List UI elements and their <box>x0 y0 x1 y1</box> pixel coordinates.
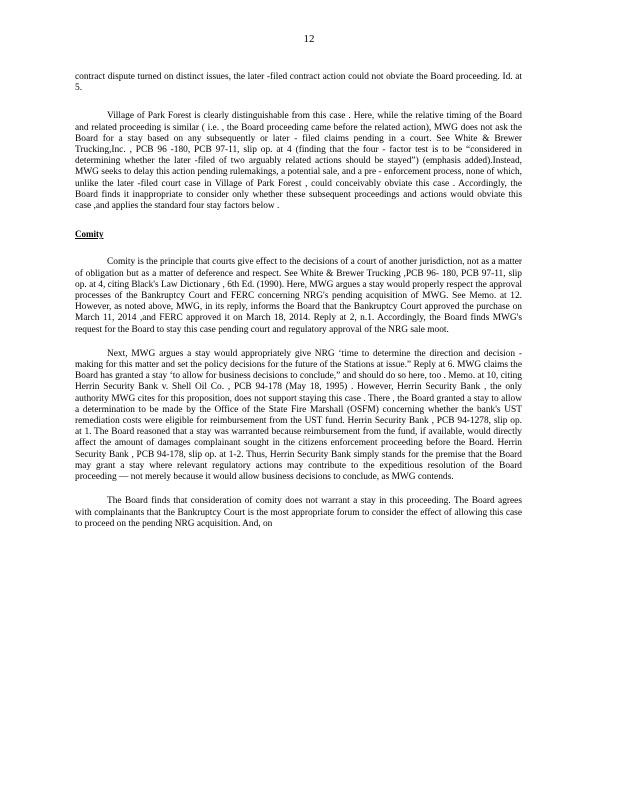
document-body <box>75 72 522 530</box>
section-heading-comity: Comity <box>75 229 104 240</box>
paragraph-herrin-security: Next, MWG argues a stay would appropriately give NRG ‘time to determine the direction and decision -making for this matter and set the policy decisions for the future of the Stations at issue.” Reply at 6. MWG claims the Board has granted a stay ‘to allow for business decisions to conclude,” and should do so here, too . Memo. at 10, citing Herrin Security Bank v. Shell Oil Co. , PCB 94-178 (May 18, 1995) . However, Herrin Security Bank , the only authority MWG cites for this proposition, does not support staying this case . There , the Board granted a stay to allow a determination to be made by the Office of the State Fire Marshall (OSFM) concerning whether the bank's UST remediation costs were eligible for reimbursement from the UST fund. Herrin Security Bank , PCB 94-1278, slip op. at 1. The Board reasoned that a stay was warranted because reimbursement from the fund, if available, would directly affect the amount of damages complainant sought in the citizens enforcement proceeding before the Board. Herrin Security Bank , PCB 94-178, slip op. at 1-2. Thus, Herrin Security Bank simply stands for the premise that the Board may grant a stay where relevant regulatory actions may contribute to the expeditious resolution of the Board proceeding — not merely because it would allow business decisions to conclude, as MWG contends. <box>75 348 522 483</box>
page-number: 12 <box>303 33 315 45</box>
paragraph-comity-principle: Comity is the principle that courts give effect to the decisions of a court of another jurisdiction, not as a matter of obligation but as a matter of deference and respect. See White & Brewer Trucking ,PCB 96- 180, PCB 97-11, slip op. at 4, citing Black's Law Dictionary , 6th Ed. (1990). Here, MWG argues a stay would properly respect the approval processes of the Bankruptcy Court and FERC concerning NRG's pending acquisition of MWG. See Memo. at 12. However, as noted above, MWG, in its reply, informs the Board that the Bankruptcy Court approved the purchase on March 11, 2014 ,and FERC approved it on March 18, 2014. Reply at 2, n.1. Accordingly, the Board finds MWG's request for the Board to stay this case pending court and regulatory approval of the NRG sale moot. <box>75 257 522 335</box>
paragraph-park-forest: Village of Park Forest is clearly distinguishable from this case . Here, while the relative timing of the Board and related proceeding is similar ( i.e. , the Board proceeding came before the related action), MWG does not ask the Board for a stay based on any subsequently or later - filed claims pending in a court. See White & Brewer Trucking,Inc. , PCB 96 -180, PCB 97-11, slip op. at 4 (finding that the four - factor test is to be “considered in determining whether the later -filed of two arguably related actions should be stayed”) (emphasis added).Instead, MWG seeks to delay this action pending rulemakings, a potential sale, and a pre - enforcement process, none of which, unlike the later -filed court case in Village of Park Forest , could conceivably obviate this case . Accordingly, the Board finds it inappropriate to consider only whether these subsequent proceedings and actions would obviate this case ,and applies the standard four stay factors below . <box>75 111 522 212</box>
paragraph-continuation: contract dispute turned on distinct issues, the later -filed contract action could not obviate the Board proceeding. Id. at 5. <box>75 72 522 94</box>
paragraph-board-finds: The Board finds that consideration of comity does not warrant a stay in this proceeding. The Board agrees with complainants that the Bankruptcy Court is the most appropriate forum to consider the effect of allowing this case to proceed on the pending NRG acquisition. And, on <box>75 496 522 529</box>
